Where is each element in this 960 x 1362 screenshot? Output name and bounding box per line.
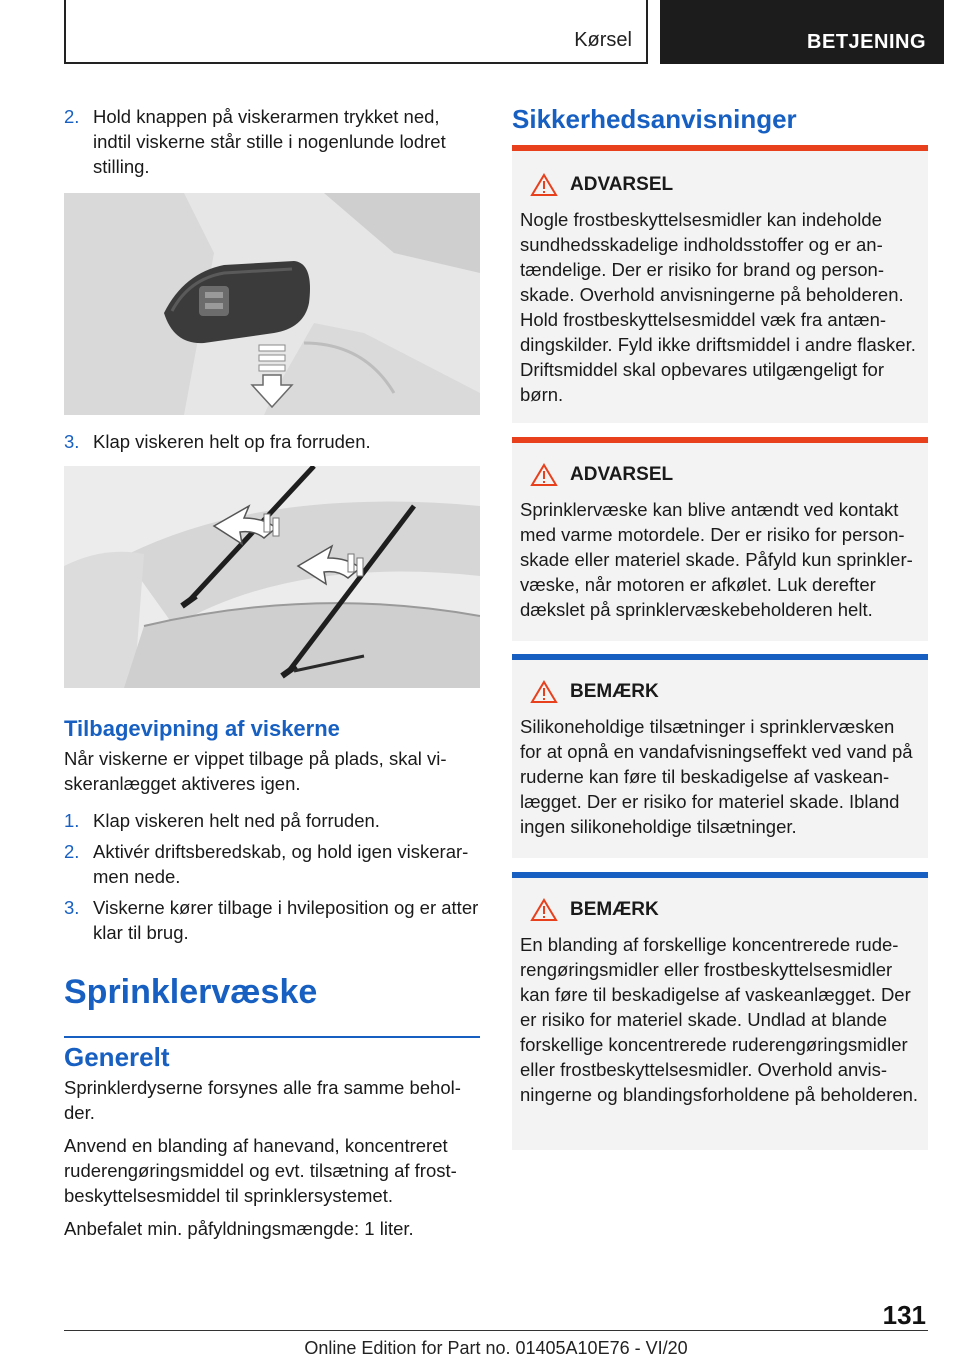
- step-item: [64, 429, 480, 454]
- notice-title: [520, 437, 920, 487]
- wiper-lever-illustration: [64, 193, 480, 415]
- notice-body: Sprinklervæske kan blive antændt ved kontakt med varme motordele. Der er risiko for personskade eller materiel skade. Påfyld kun sprinklervæske, når motoren er afkølet. Luk derefter dækslet på sprinklervæskebeholderen helt.: [520, 499, 913, 620]
- warning-notice: [512, 437, 928, 641]
- sub-heading: Tilbagevipning af viskerne: [64, 716, 340, 741]
- safety-heading: Sikkerhedsanvisninger: [512, 104, 797, 134]
- sub-intro: Når viskerne er vippet tilbage på plads, skal viskeranlægget aktiveres igen.: [64, 748, 447, 794]
- windshield-wiper-illustration: [64, 466, 480, 688]
- step-text: Hold knappen på viskerarmen trykket ned, indtil viskerne står stille i nogenlunde lodret stilling.: [93, 106, 446, 177]
- steps-list: [64, 808, 480, 945]
- paragraph: Anbefalet min. påfyldningsmængde: 1 liter.: [64, 1218, 414, 1239]
- step-number: 3.: [64, 897, 80, 918]
- warning-triangle-icon: [530, 173, 558, 197]
- header-chapter-label: BETJENING: [807, 31, 926, 53]
- notice-body: Silikoneholdige tilsætninger i sprinklervæsken for at opnå en vandafvisningseffekt ved vand på ruderne kan føre til beskadigelse af vaskeanlægget. Der er risiko for materiel skade. Ibland ingen silikoneholdige tilsætninger.: [520, 716, 913, 837]
- section-title: Sprinklervæske: [64, 973, 318, 1011]
- footer-edition: Online Edition for Part no. 01405A10E76 - VI/20: [304, 1338, 688, 1358]
- warning-triangle-icon: [530, 463, 558, 487]
- step-item: [64, 808, 480, 833]
- caution-notice: [512, 872, 928, 1150]
- notice-title: [520, 654, 920, 704]
- left-column: [64, 104, 480, 1241]
- step-text: Aktivér driftsberedskab, og hold igen viskerarmen nede.: [93, 841, 469, 887]
- step-text: Viskerne kører tilbage i hvileposition og er atter klar til brug.: [93, 897, 479, 943]
- step-item: [64, 104, 480, 179]
- notice-title-text: BEMÆRK: [570, 899, 659, 920]
- right-column: [512, 104, 928, 135]
- step-number: 3.: [64, 431, 80, 452]
- notice-title: [520, 872, 920, 922]
- footer-divider: [64, 1330, 928, 1331]
- section-divider: [64, 1036, 480, 1038]
- header-section-label: Kørsel: [574, 29, 632, 51]
- notice-title-text: BEMÆRK: [570, 681, 659, 702]
- notice-body: En blanding af forskellige koncentrerede ruderengøringsmidler eller frostbeskyttelsesmidler kan føre til beskadigelse af vaskeanlægget. Der er risiko for materiel skade. Undlad at blande forskellige koncentrerede ruderengøringsmidler eller frostbeskyttelsesmidler. Overhold anvisningerne og blandingsforholdene på beholderen.: [520, 934, 919, 1105]
- step-item: [64, 895, 480, 945]
- notice-bar: [512, 872, 928, 878]
- paragraph: Sprinklerdyserne forsynes alle fra samme beholder.: [64, 1077, 461, 1123]
- notice-title-text: ADVARSEL: [570, 464, 674, 485]
- generelt-heading: Generelt: [64, 1042, 170, 1072]
- notice-bar: [512, 437, 928, 443]
- notice-bar: [512, 145, 928, 151]
- step-text: Klap viskeren helt ned på forruden.: [93, 810, 380, 831]
- step-number: 1.: [64, 810, 80, 831]
- caution-triangle-icon: [530, 898, 558, 922]
- warning-notice: [512, 145, 928, 423]
- header-section-box: [64, 0, 648, 64]
- paragraph: Anvend en blanding af hanevand, koncentreret ruderengøringsmiddel og evt. tilsætning af frostbeskyttelsesmiddel til sprinklersystemet.: [64, 1135, 457, 1206]
- step-item: [64, 839, 480, 889]
- step-number: 2.: [64, 841, 80, 862]
- header-chapter-box: [660, 0, 944, 64]
- notice-bar: [512, 654, 928, 660]
- notice-title-text: ADVARSEL: [570, 174, 674, 195]
- page-number: 131: [882, 1300, 926, 1330]
- step-number: 2.: [64, 106, 80, 127]
- caution-notice: [512, 654, 928, 858]
- notice-body: Nogle frostbeskyttelsesmidler kan indeholde sundhedsskadelige indholdsstoffer og er antændelige. Der er risiko for brand og personskade. Overhold anvisningerne på beholderen. Hold frostbeskyttelsesmiddel væk fra antændingskilder. Fyld ikke driftsmiddel i andre flasker. Driftsmiddel skal opbevares utilgængeligt for børn.: [520, 209, 916, 405]
- caution-triangle-icon: [530, 680, 558, 704]
- step-text: Klap viskeren helt op fra forruden.: [93, 431, 371, 452]
- notice-title: [520, 145, 920, 197]
